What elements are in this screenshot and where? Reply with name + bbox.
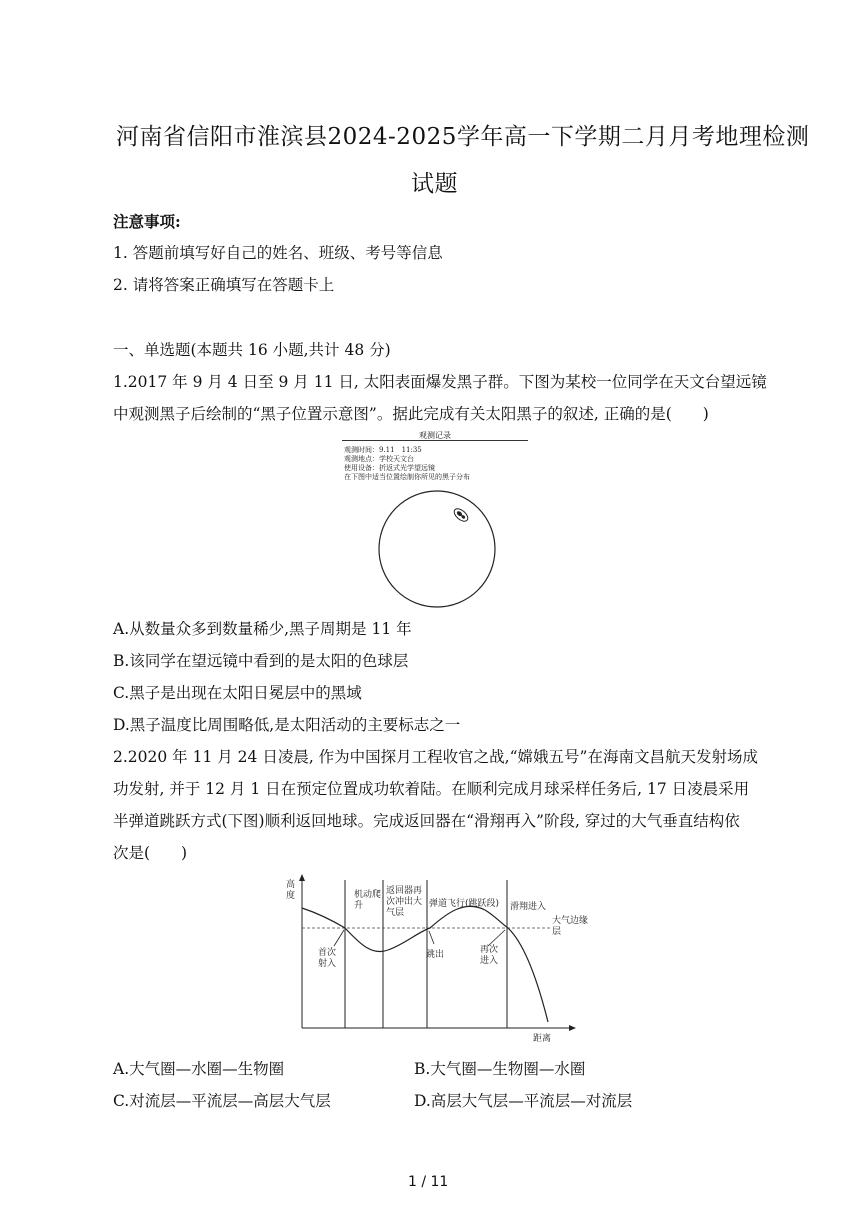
section-heading: 一、单选题(本题共 16 小题,共计 48 分) [113,341,391,359]
point-label-second-entry: 再次进入 [480,945,499,966]
sun-disk [379,491,495,607]
q1-option-b[interactable]: B.该同学在望远镜中看到的是太阳的色球层 [113,652,409,670]
boundary-label: 大气边缘层 [552,916,589,937]
notes-heading: 注意事项: [113,212,181,231]
observation-heading: 观测记录 [419,431,451,440]
q2-option-d[interactable]: D.高层大气层—平流层—对流层 [414,1092,633,1110]
q1-option-a[interactable]: A.从数量众多到数量稀少,黑子周期是 11 年 [113,620,412,638]
point-label-skip-out: 跳出 [426,950,445,960]
sunspot-group [452,506,470,523]
q2-stem-line2: 功发射, 并于 12 月 1 日在预定位置成功软着陆。在顺利完成月球采样任务后, 17 日凌晨采用 [113,780,750,798]
y-axis-arrow [299,874,305,881]
note-item-2: 2. 请将答案正确填写在答题卡上 [113,276,335,294]
q2-stem-line1: 2.2020 年 11 月 24 日凌晨, 作为中国探月工程收官之战,“嫦娥五号”在海南文昌航天发射场成 [113,748,758,766]
q2-option-b[interactable]: B.大气圈—生物圈—水圈 [414,1060,586,1078]
point-label-first-entry: 首次射入 [318,948,337,969]
page-number: 1 / 11 [408,1174,449,1190]
q2-option-a[interactable]: A.大气圈—水圈—生物圈 [113,1060,285,1078]
pointer-skip-out [429,931,434,944]
q2-option-c[interactable]: C.对流层—平流层—高层大气层 [113,1092,331,1110]
stage-label-glide: 滑翔进入 [510,902,547,912]
pointer-second-entry [488,930,505,946]
observation-line-2: 观测地点：学校天文台 [344,455,414,463]
y-axis-label: 高度 [286,880,296,901]
observation-line-3: 使用设备：折返式光学望远镜 [344,464,435,472]
note-item-1: 1. 答题前填写好自己的姓名、班级、考号等信息 [113,244,443,262]
document-title-line1: 河南省信阳市淮滨县2024-2025学年高一下学期二月月考地理检测 [116,124,810,150]
q2-stem-line3: 半弹道跳跃方式(下图)顺利返回地球。完成返回器在“滑翔再入”阶段, 穿过的大气垂直结构依 [113,812,740,830]
q1-stem-line1: 1.2017 年 9 月 4 日至 9 月 11 日, 太阳表面爆发黑子群。下图为某校一位同学在天文台望远镜 [113,373,767,391]
stage-label-exit: 返回器再次冲出大气层 [386,886,423,918]
q2-stem-line4: 次是( ) [113,844,188,862]
stage-label-ballistic: 弹道飞行(跳跃段) [429,899,500,909]
observation-divider [342,440,528,441]
pointer-first-entry [334,930,344,946]
x-axis-label: 距离 [533,1034,552,1044]
q1-option-c[interactable]: C.黑子是出现在太阳日冕层中的黑域 [113,684,362,702]
q1-option-d[interactable]: D.黑子温度比周围略低,是太阳活动的主要标志之一 [113,716,461,734]
observation-line-1: 观测时间：9.11 11:35 [344,446,422,454]
stage-label-climb: 机动爬升 [354,890,382,911]
observation-line-4: 在下图中适当位置绘制你所见的黑子分布 [344,473,470,481]
x-axis-arrow [569,1025,576,1031]
document-title-line2: 试题 [411,171,458,197]
sun-disk-diagram [370,487,505,612]
q1-stem-line2: 中观测黑子后绘制的“黑子位置示意图”。据此完成有关太阳黑子的叙述, 正确的是( ) [113,405,709,423]
